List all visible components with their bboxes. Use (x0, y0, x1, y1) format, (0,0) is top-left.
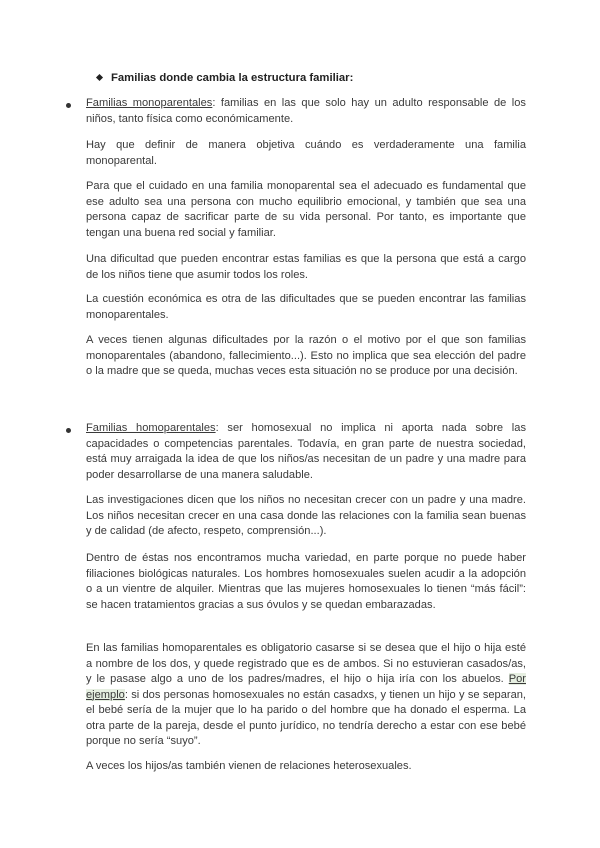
paragraph: Dentro de éstas nos encontramos mucha variedad, en parte porque no puede haber filiaciones biológicas naturales. Los hombres homosexuales suelen acudir a la adopción o a un vientre de alquiler. Mientras que las mujeres homosexuales lo tienen “más fácil”: se hacen tratamientos gracias a sus óvulos y se quedan embarazadas. (86, 552, 526, 611)
homoparentales-intro (86, 421, 526, 483)
example-paragraph (86, 641, 526, 750)
example-label: Por ejemplo (86, 673, 526, 701)
example-after-text: : si dos personas homosexuales no están casadxs, y tienen un hijo y se separan, el bebé sería de la mujer que lo ha parido o del hombre que ha donado el esperma. La otra parte de la pareja, desde el punto jurídico, no tendría derecho a estar con ese bebé porque no sería “suyo”. (86, 688, 526, 747)
paragraph: Las investigaciones dicen que los niños no necesitan crecer con un padre y una madre. Los niños necesitan crecer en una casa donde las relaciones con la familia sean buenas y de calidad (de afecto, respeto, comprensión...). (86, 494, 526, 537)
homoparentales-intro-text: : ser homosexual no implica ni aporta nada sobre las capacidades o competencias parentales. Todavía, en gran parte de nuestra sociedad, está muy arraigada la idea de que los niños/as necesitan de un padre y una madre para poder desarrollarse de una manera saludable. (86, 422, 526, 481)
section-heading (97, 72, 353, 84)
paragraph: La cuestión económica es otra de las dificultades que se pueden encontrar las familias monoparentales. (86, 293, 526, 321)
monoparentales-intro (86, 96, 526, 127)
diamond-bullet-icon (96, 74, 103, 81)
paragraph: A veces tienen algunas dificultades por la razón o el motivo por el que son familias monoparentales (abandono, fallecimiento...). Esto no implica que sea elección del padre o la madre que se queda, muchas veces esta situación no se produce por una decisión. (86, 334, 526, 377)
paragraph: A veces los hijos/as también vienen de relaciones heterosexuales. (86, 760, 412, 772)
monoparentales-term: Familias monoparentales (86, 97, 213, 109)
bullet-dot-icon (66, 428, 71, 433)
paragraph: Para que el cuidado en una familia monoparental sea el adecuado es fundamental que ese adulto sea una persona con mucho equilibrio emocional, y también que sea una persona capaz de sacrificar parte de su vida personal. Por tanto, es importante que tengan una buena red social y familiar. (86, 180, 526, 239)
bullet-dot-icon (66, 103, 71, 108)
heading-text: Familias donde cambia la estructura familiar: (111, 72, 354, 84)
example-before-text: En las familias homoparentales es obligatorio casarse si se desea que el hijo o hija esté a nombre de los dos, y quede registrado que es de ambos. Si no estuvieran casados/as, y le pasase algo a uno de los padres/madres, el hijo o hija iría con los abuelos. (86, 642, 526, 685)
paragraph: Hay que definir de manera objetiva cuándo es verdaderamente una familia monoparental. (86, 139, 526, 167)
monoparentales-intro-text: : familias en las que solo hay un adulto responsable de los niños, tanto física como económicamente. (86, 97, 526, 125)
homoparentales-term: Familias homoparentales (86, 422, 216, 434)
paragraph: Una dificultad que pueden encontrar estas familias es que la persona que está a cargo de los niños tiene que asumir todos los roles. (86, 253, 526, 281)
